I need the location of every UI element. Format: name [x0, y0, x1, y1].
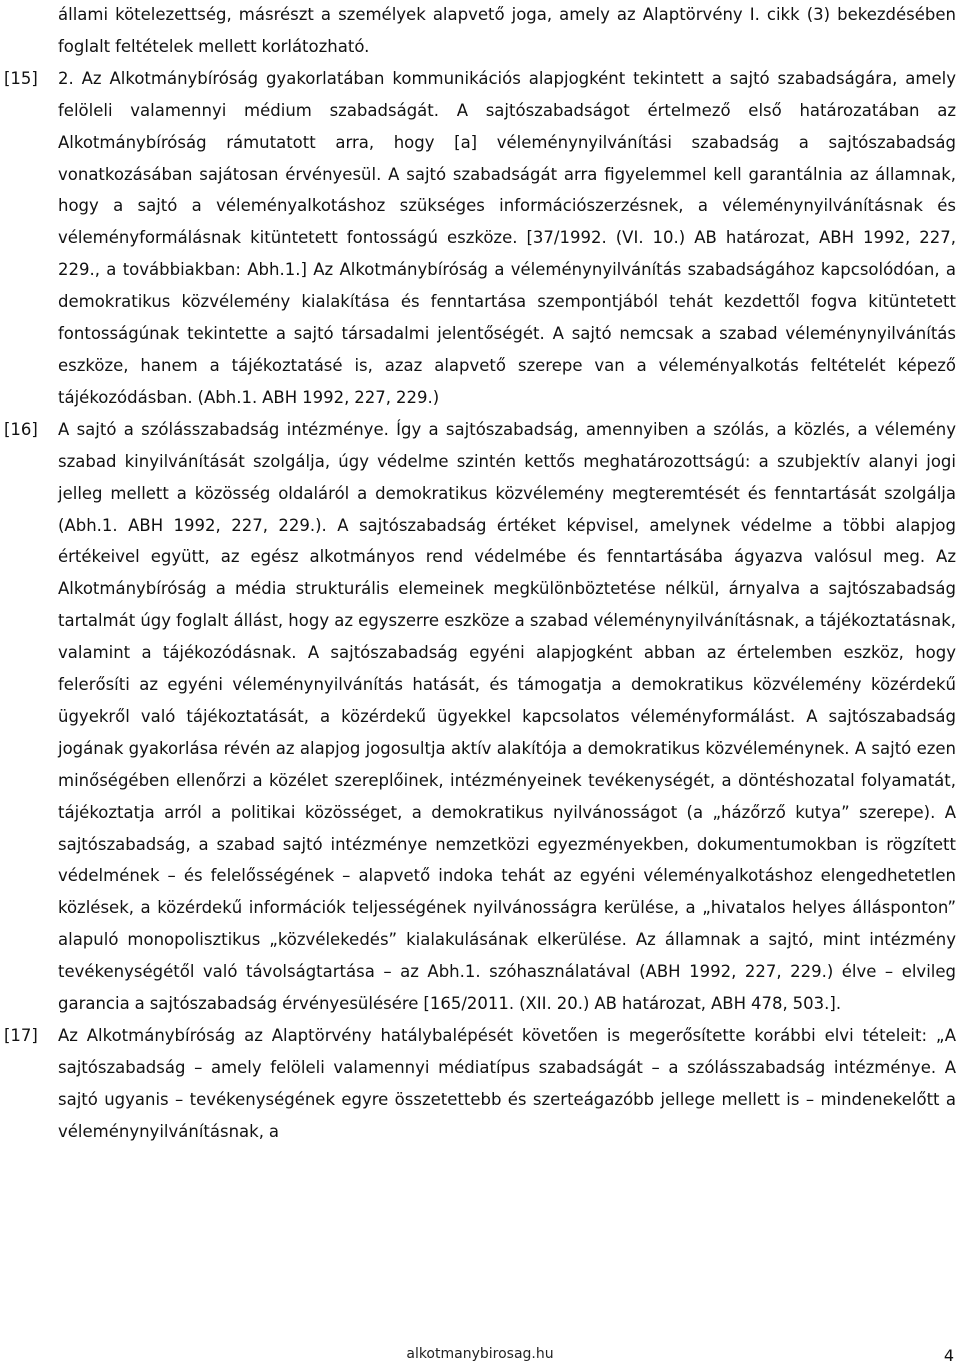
- page-number: 4: [943, 1346, 954, 1365]
- paragraph-17: [0, 1020, 960, 1148]
- paragraph-text: A sajtó a szólásszabadság intézménye. Így a sajtószabadság, amennyiben a szólás, a közlés, a vélemény szabad kinyilvánítását szolgálja, úgy védelme szintén kettős meghatározottságú: a szubjektív alanyi jogi jelleg mellett a közösség oldaláról a demokratikus közvélemény megteremtését és fenntartását szolgálja (Abh.1. ABH 1992, 227, 229.). A sajtószabadság értéket képvisel, amelynek védelme a többi alapjog értékeivel együtt, az egész alkotmányos rend védelmébe és fenntartásába ágyazva valósul meg. Az Alkotmánybíróság a média strukturális elemeinek megkülönböztetése nélkül, árnyalva a sajtószabadság tartalmát úgy foglalt állást, hogy az egyszerre eszköze a szabad véleménynyilvánításnak, a tájékoztatásnak, valamint a tájékozódásnak. A sajtószabadság egyéni alapjogként abban az értelemben eszköz, hogy felerősíti az egyéni véleménynyilvánítás hatását, és támogatja a demokratikus közvélemény közérdekű ügyekről való tájékoztatását, a közérdekű ügyekkel kapcsolatos véleményformálást. A sajtószabadság jogának gyakorlása révén az alapjog jogosultja aktív alakítója a demokratikus közvéleménynek. A sajtó ezen minőségében ellenőrzi a közélet szereplőinek, intézményeinek tevékenységét, a döntéshozatal folyamatát, tájékoztatja arról a politikai közösséget, a demokratikus nyilvánosságot (a „házőrző kutya” szerepe). A sajtószabadság, a szabad sajtó intézménye nemzetközi egyezményekben, dokumentumokban is rögzített védelmének – és felelősségének – alapvető indoka tehát az egyéni véleményalkotáshoz elengedhetetlen közlések, a közérdekű információk teljességének nyilvánosságra kerülése, a „hivatalos helyes állásponton” alapuló monopolisztikus „közvélekedés” kialakulásának elkerülése. Az államnak a sajtó, mint intézmény tevékenységétől való távolságtartása – az Abh.1. szóhasználatával (ABH 1992, 227, 229.) élve – elvileg garancia a sajtószabadság érvényesülésére [165/2011. (XII. 20.) AB határozat, ABH 478, 503.].: [58, 419, 956, 1014]
- paragraph-text: 2. Az Alkotmánybíróság gyakorlatában kommunikációs alapjogként tekintett a sajtó szabadságára, amely felöleli valamennyi médium szabadságát. A sajtószabadságot értelmező első határozatában az Alkotmánybíróság rámutatott arra, hogy [a] véleménynyilvánítási szabadság a sajtószabadság vonatkozásában sajátosan érvényesül. A sajtó szabadságát arra figyelemmel kell garantálnia az államnak, hogy a sajtó a véleményalkotáshoz szükséges információszerzésnek, a véleménynyilvánításnak és véleményformálásnak kitüntetett fontosságú eszköze. [37/1992. (VI. 10.) AB határozat, ABH 1992, 227, 229., a továbbiakban: Abh.1.] Az Alkotmánybíróság a véleménynyilvánítás szabadságához kapcsolódóan, a demokratikus közvélemény kialakítása és fenntartása szempontjából tehát kezdettől fogva kitüntetett fontosságúnak tekintette a sajtó társadalmi jelentőségét. A sajtó nemcsak a szabad véleménynyilvánítás eszköze, hanem a tájékoztatásé is, azaz alapvető szerepe van a véleményalkotás feltételét képező tájékozódásban. (Abh.1. ABH 1992, 227, 229.): [58, 68, 956, 407]
- paragraph-continuation: [0, 0, 960, 63]
- paragraph-16: [0, 414, 960, 1020]
- paragraph-text: állami kötelezettség, másrészt a személyek alapvető joga, amely az Alaptörvény I. cikk (3) bekezdésében foglalt feltételek mellett korlátozható.: [58, 5, 956, 56]
- paragraph-number: [16]: [4, 419, 38, 439]
- paragraph-text: Az Alkotmánybíróság az Alaptörvény hatálybalépését követően is megerősítette korábbi elvi tételeit: „A sajtószabadság – amely felöleli valamennyi médiatípus szabadságát – a szólásszabadság intézménye. A sajtó ugyanis – tevékenységének egyre összetettebb és szerteágazóbb jellege mellett is – mindenekelőtt a véleménynyilvánításnak, a: [58, 1026, 956, 1141]
- paragraph-number: [15]: [4, 68, 38, 88]
- paragraph-number: [17]: [4, 1026, 38, 1045]
- footer-site-url: alkotmanybirosag.hu: [406, 1346, 554, 1362]
- paragraph-15: [0, 63, 960, 414]
